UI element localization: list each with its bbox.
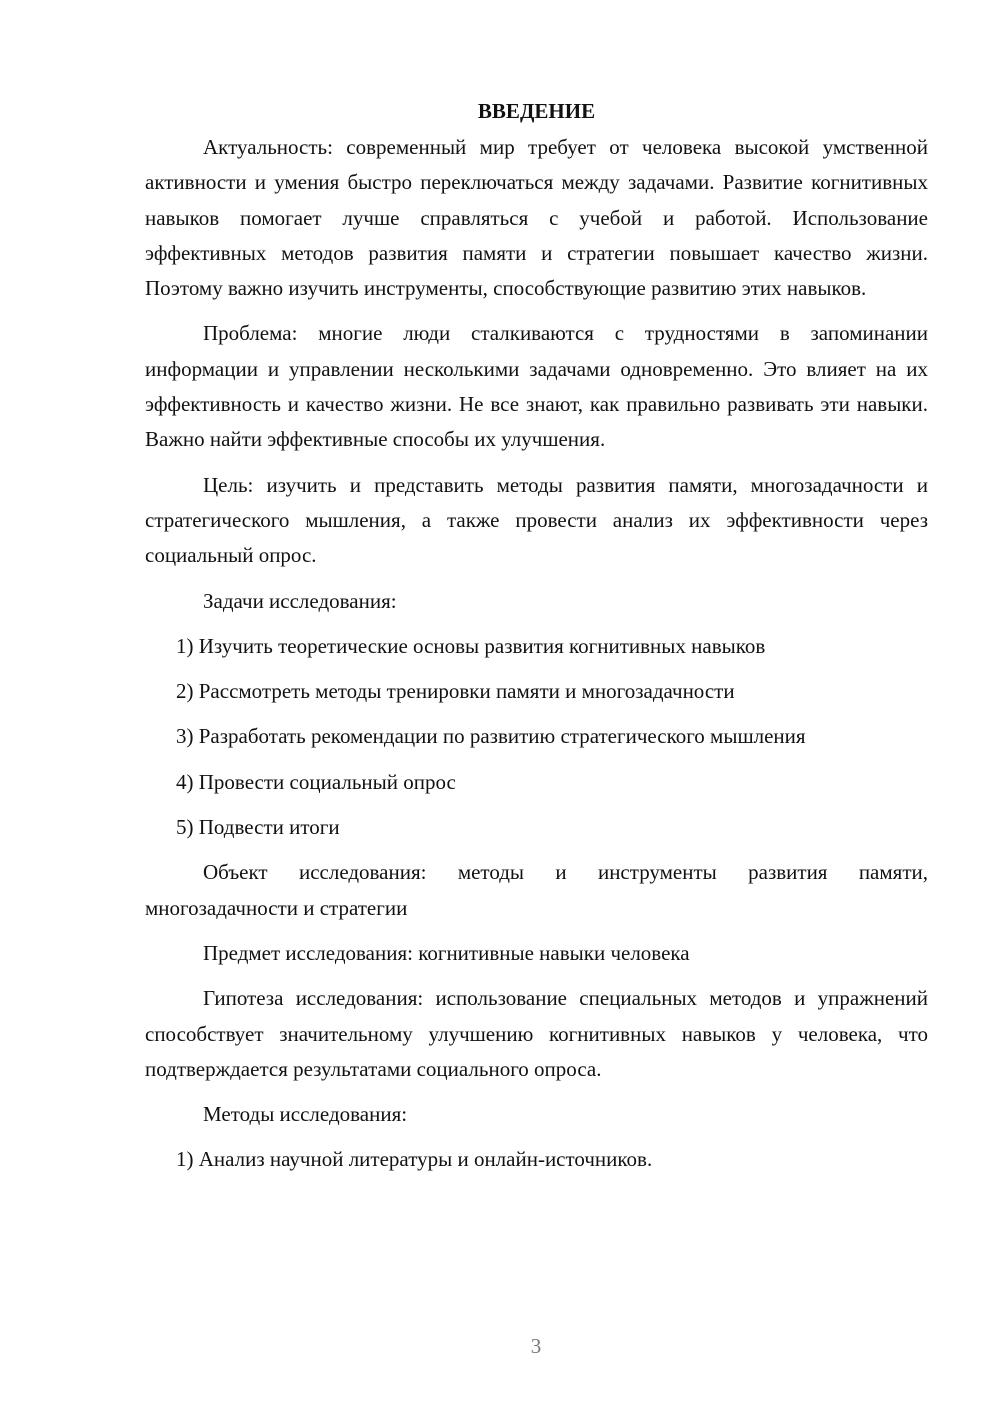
task-item: 5) Подвести итоги bbox=[176, 815, 340, 840]
task-item: 1) Изучить теоретические основы развития когнитивных навыков bbox=[176, 633, 766, 658]
tasks-list bbox=[145, 629, 928, 845]
task-item: 4) Провести социальный опрос bbox=[176, 769, 456, 794]
method-item: 1) Анализ научной литературы и онлайн-источников. bbox=[176, 1147, 653, 1172]
object-paragraph: Объект исследования: методы и инструменты развития памяти, многозадачности и стратегии bbox=[145, 860, 928, 920]
task-item: 2) Рассмотреть методы тренировки памяти и многозадачности bbox=[176, 679, 735, 704]
relevance-paragraph: Актуальность: современный мир требует от человека высокой умственной активности и умения быстро переключаться между задачами. Развитие когнитивных навыков помогает лучше справляться с учебой и работой. Использование эффективных методов развития памяти и стратегии повышает качество жизни. Поэтому важно изучить инструменты, способствующие развитию этих навыков. bbox=[145, 135, 928, 301]
page-number: 3 bbox=[530, 1334, 542, 1358]
document-heading: ВВЕДЕНИЕ bbox=[477, 99, 596, 123]
tasks-title: Задачи исследования: bbox=[203, 588, 397, 613]
goal-paragraph: Цель: изучить и представить методы развития памяти, многозадачности и стратегического мышления, а также провести анализ их эффективности через социальный опрос. bbox=[145, 472, 928, 568]
document-page bbox=[145, 96, 928, 1188]
problem-paragraph: Проблема: многие люди сталкиваются с трудностями в запоминании информации и управлении несколькими задачами одновременно. Это влияет на их эффективность и качество жизни. Не все знают, как правильно развивать эти навыки. Важно найти эффективные способы их улучшения. bbox=[145, 321, 928, 452]
subject-paragraph: Предмет исследования: когнитивные навыки человека bbox=[203, 940, 690, 965]
methods-list bbox=[145, 1142, 928, 1177]
hypothesis-paragraph: Гипотеза исследования: использование специальных методов и упражнений способствует значительному улучшению когнитивных навыков у человека, что подтверждается результатами социального опроса. bbox=[145, 986, 928, 1081]
task-item: 3) Разработать рекомендации по развитию стратегического мышления bbox=[176, 724, 806, 749]
methods-title: Методы исследования: bbox=[203, 1102, 408, 1127]
